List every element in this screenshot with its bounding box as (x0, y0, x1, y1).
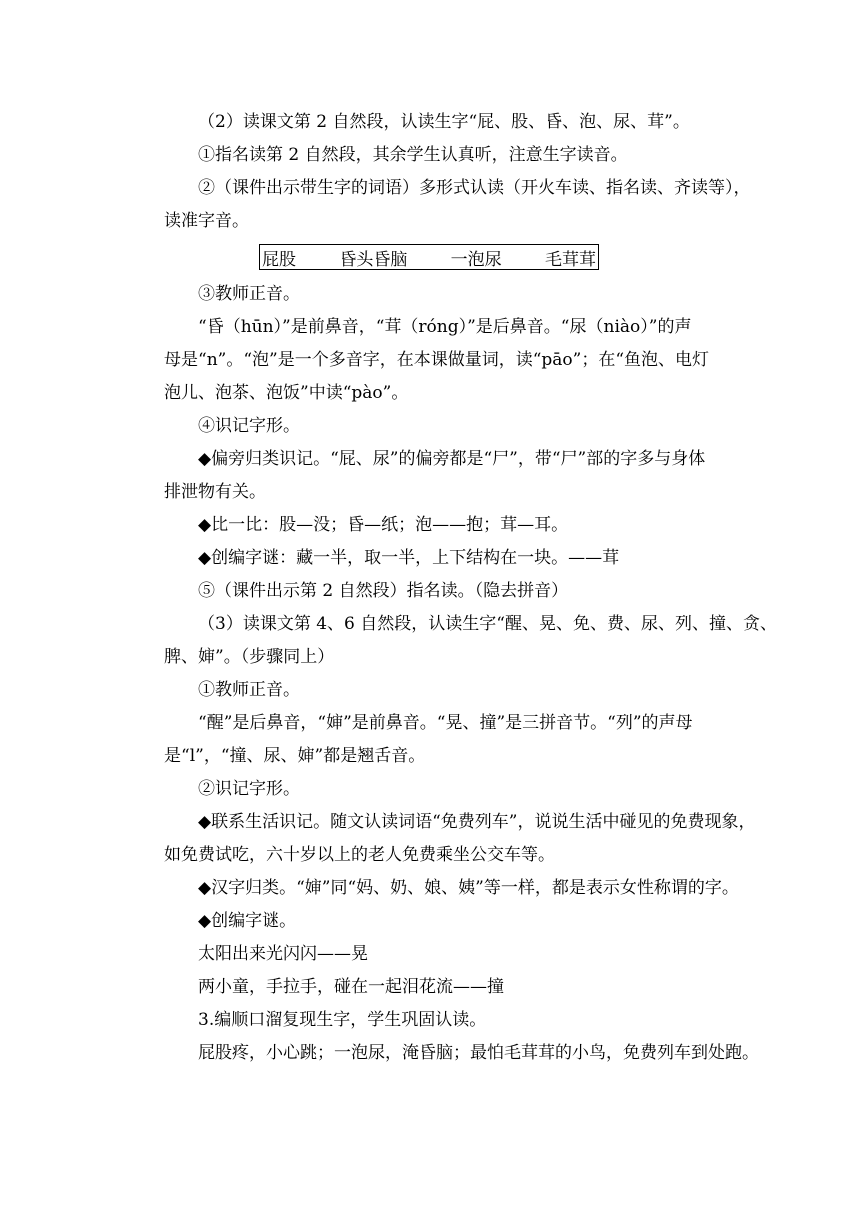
word-item: 屁股 (262, 249, 296, 270)
paragraph-line: “昏（hūn）”是前鼻音，“茸（róng）”是后鼻音。“尿（niào）”的声 (198, 317, 692, 337)
paragraph-line: ◆偏旁归类识记。“屁、尿”的偏旁都是“尸”，带“尸”部的字多与身体 (198, 449, 706, 469)
paragraph-line: ◆比一比：股—没；昏—纸；泡——抱；茸—耳。 (198, 515, 569, 535)
paragraph-line: 脾、婶”。（步骤同上） (164, 647, 335, 667)
paragraph-line: ③教师正音。 (198, 284, 300, 304)
word-box (259, 244, 599, 270)
paragraph-line: ②（课件出示带生字的词语）多形式认读（开火车读、指名读、齐读等）， (198, 178, 751, 198)
paragraph-line: 两小童，手拉手，碰在一起泪花流——撞 (198, 977, 504, 997)
paragraph-line: ◆创编字谜：藏一半，取一半，上下结构在一块。——茸 (198, 548, 620, 568)
paragraph-line: ②识记字形。 (198, 779, 300, 799)
paragraph-line: ④识记字形。 (198, 416, 300, 436)
paragraph-line: 泡儿、泡茶、泡饭”中读“pào”。 (164, 383, 409, 403)
paragraph-line: 是“l”，“撞、尿、婶”都是翘舌音。 (164, 746, 426, 766)
document-page (164, 106, 777, 1070)
paragraph-line: ◆创编字谜。 (198, 911, 297, 931)
paragraph-line: （2）读课文第 2 自然段，认读生字“屁、股、昏、泡、尿、茸”。 (198, 112, 690, 132)
paragraph-line: ◆汉字归类。“婶”同“妈、奶、娘、姨”等一样，都是表示女性称谓的字。 (198, 878, 739, 898)
paragraph-line: 母是“n”。“泡”是一个多音字，在本课做量词，读“pāo”；在“鱼泡、电灯 (164, 350, 710, 370)
paragraph-line: 读准字音。 (164, 211, 249, 231)
paragraph-line: “醒”是后鼻音，“婶”是前鼻音。“晃、撞”是三拼音节。“列”的声母 (198, 713, 693, 733)
paragraph-line: 排泄物有关。 (164, 482, 266, 502)
word-box-row (164, 238, 696, 278)
word-item: 昏头昏脑 (339, 249, 408, 270)
word-item: 一泡尿 (450, 249, 502, 270)
word-item: 毛茸茸 (544, 249, 596, 270)
paragraph-line: 如免费试吃，六十岁以上的老人免费乘坐公交车等。 (164, 845, 555, 865)
paragraph-line: 屁股疼，小心跳；一泡尿，淹昏脑；最怕毛茸茸的小鸟，免费列车到处跑。 (198, 1043, 759, 1063)
paragraph-line: ◆联系生活识记。随文认读词语“免费列车”，说说生活中碰见的免费现象， (198, 812, 756, 832)
paragraph-line: 3.编顺口溜复现生字，学生巩固认读。 (198, 1010, 487, 1030)
paragraph-line: （3）读课文第 4、6 自然段，认读生字“醒、晃、免、费、尿、列、撞、贪、 (198, 614, 777, 634)
paragraph-line: ①教师正音。 (198, 680, 300, 700)
paragraph-line: 太阳出来光闪闪——晃 (198, 944, 368, 964)
paragraph-line: ⑤（课件出示第 2 自然段）指名读。（隐去拼音） (198, 581, 569, 601)
paragraph-line: ①指名读第 2 自然段，其余学生认真听，注意生字读音。 (198, 145, 628, 165)
